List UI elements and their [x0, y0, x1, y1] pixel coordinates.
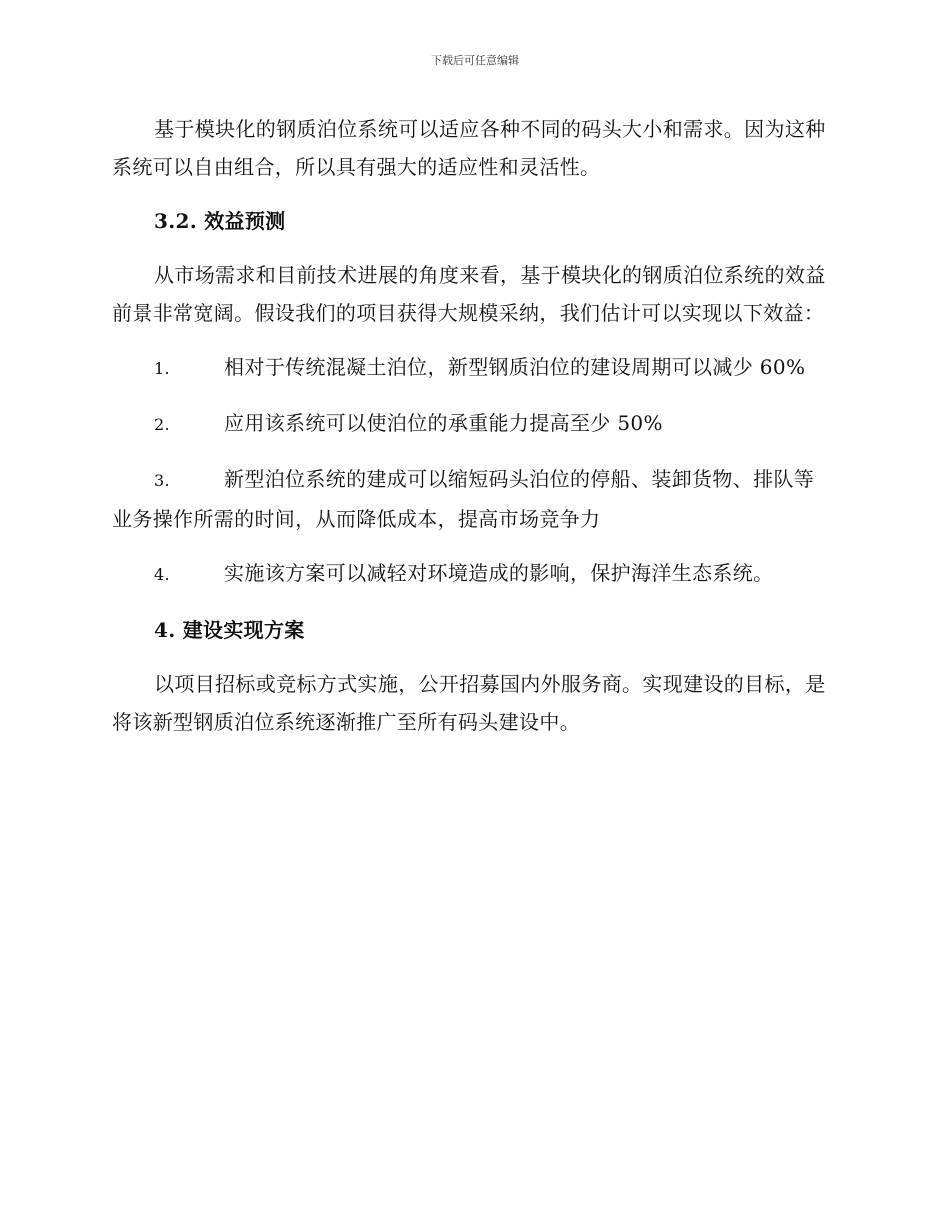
- list-item: [112, 554, 834, 594]
- list-text: 新型泊位系统的建成可以缩短码头泊位的停船、装卸货物、排队等业务操作所需的时间，从而降低成本，提高市场竞争力: [112, 467, 815, 531]
- list-text: 实施该方案可以减轻对环境造成的影响，保护海洋生态系统。: [224, 561, 774, 585]
- list-text: 相对于传统混凝土泊位，新型钢质泊位的建设周期可以减少 60%: [224, 355, 806, 379]
- document-body: [112, 110, 834, 741]
- section-heading-plan: 4. 建设实现方案: [154, 618, 305, 642]
- list-item: [112, 404, 834, 444]
- list-number: 3.: [154, 471, 170, 490]
- list-text: 应用该系统可以使泊位的承重能力提高至少 50%: [224, 411, 663, 435]
- list-item: [112, 348, 834, 388]
- section-heading-benefit: 3.2. 效益预测: [154, 209, 286, 233]
- intro-paragraph: 基于模块化的钢质泊位系统可以适应各种不同的码头大小和需求。因为这种系统可以自由组合，所以具有强大的适应性和灵活性。: [112, 117, 826, 179]
- page-header: 下载后可任意编辑: [431, 54, 519, 67]
- list-number: 4.: [154, 565, 170, 584]
- list-number: 2.: [154, 415, 170, 434]
- list-number: 1.: [154, 359, 170, 378]
- benefit-paragraph: 从市场需求和目前技术进展的角度来看，基于模块化的钢质泊位系统的效益前景非常宽阔。假设我们的项目获得大规模采纳，我们估计可以实现以下效益：: [112, 263, 826, 325]
- list-item: [112, 460, 834, 538]
- plan-paragraph: 以项目招标或竞标方式实施，公开招募国内外服务商。实现建设的目标，是将该新型钢质泊位系统逐渐推广至所有码头建设中。: [112, 672, 826, 734]
